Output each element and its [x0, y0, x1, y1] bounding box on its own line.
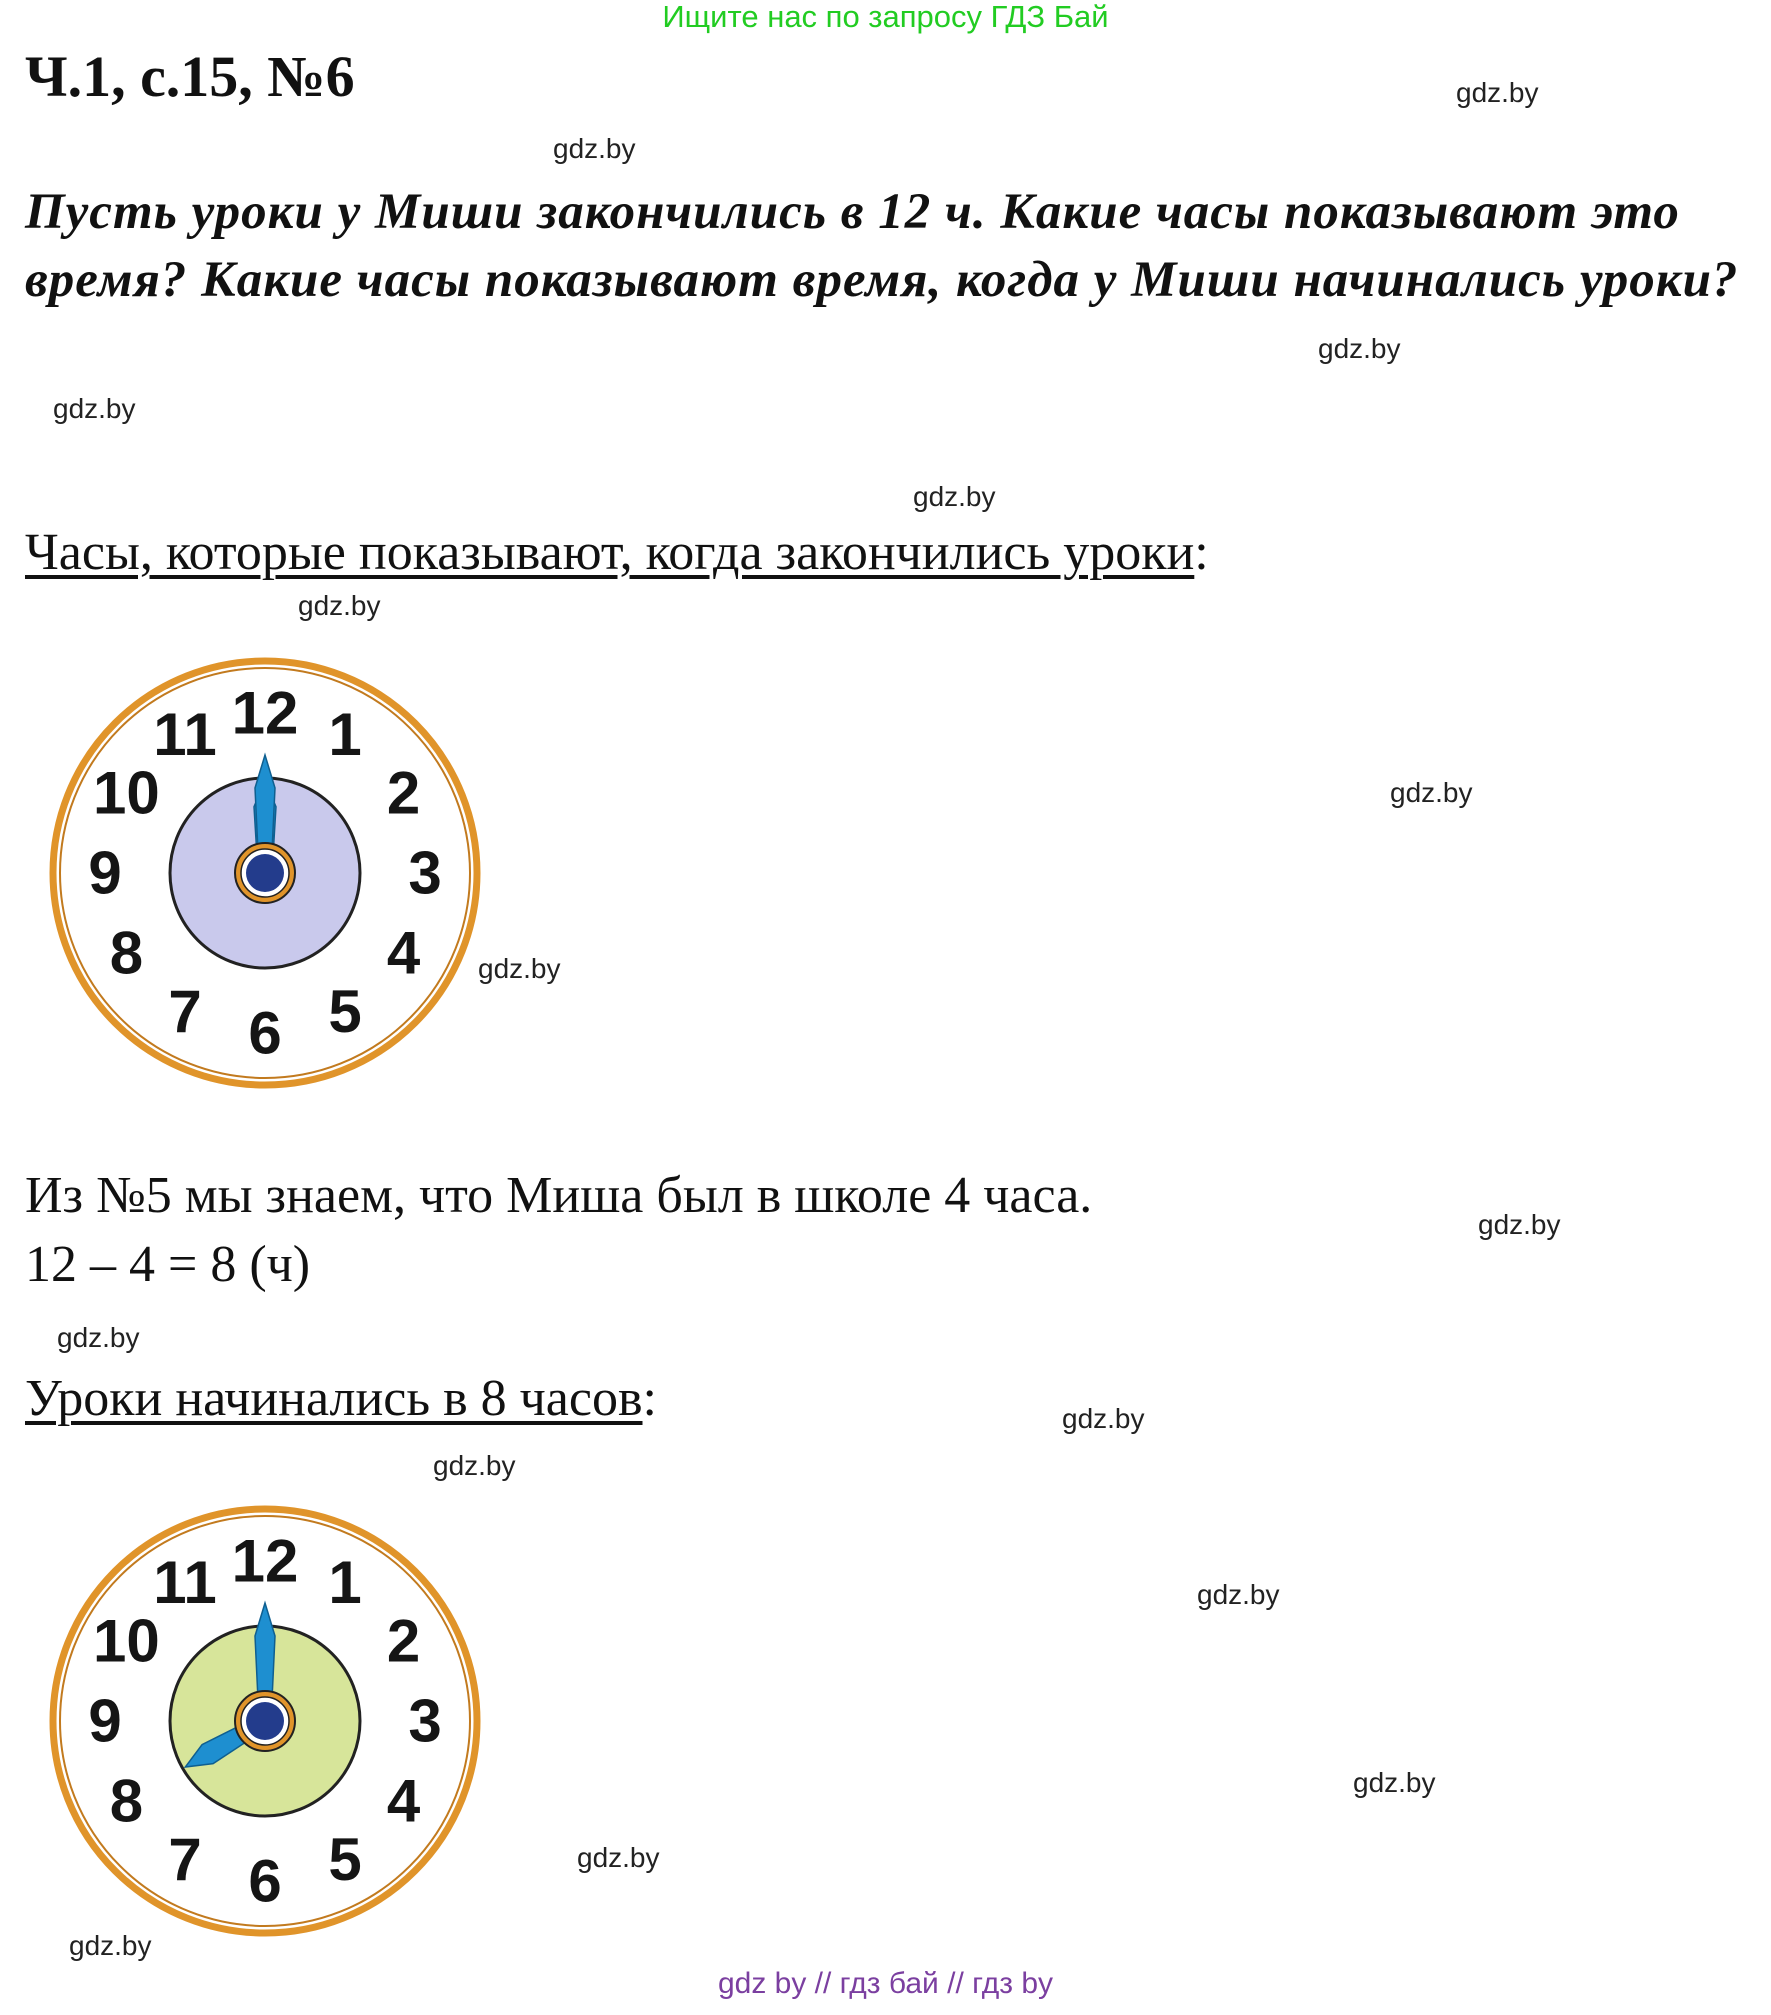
clock-numeral: 11 — [153, 1548, 217, 1616]
watermark: gdz.by — [913, 481, 996, 512]
top-banner: Ищите нас по запросу ГДЗ Бай — [662, 0, 1109, 34]
watermark: gdz.by — [298, 590, 381, 621]
clock-numeral: 9 — [88, 839, 122, 907]
clock-numeral: 10 — [93, 759, 160, 827]
clock-numeral: 2 — [386, 1607, 421, 1675]
watermark: gdz.by — [433, 1450, 516, 1481]
watermark: gdz.by — [1197, 1579, 1280, 1610]
clock-numeral: 12 — [231, 1527, 299, 1595]
task-question: Пусть уроки у Миши закончились в 12 ч. Какие часы показывают это время? Какие часы показывают время, когда у Миши начинались уроки? — [25, 184, 1739, 308]
watermark: gdz.by — [69, 1930, 152, 1961]
watermark: gdz.by — [57, 1322, 140, 1353]
watermark: gdz.by — [478, 953, 561, 984]
section-heading-start-time — [25, 1368, 657, 1430]
clock-numeral: 10 — [93, 1607, 160, 1675]
watermark: gdz.by — [53, 393, 136, 424]
watermark: gdz.by — [1478, 1209, 1561, 1240]
watermark: gdz.by — [1456, 77, 1539, 108]
task-number: Ч.1, с.15, №6 — [25, 44, 355, 109]
watermark: gdz.by — [1390, 777, 1473, 808]
clock-numeral: 1 — [328, 700, 362, 768]
clock-numeral: 8 — [109, 919, 144, 987]
clock-numeral: 8 — [109, 1767, 144, 1835]
watermark: gdz.by — [553, 133, 636, 164]
clock-numeral: 1 — [328, 1548, 362, 1616]
section-heading-end-time — [25, 522, 1209, 584]
clock-numeral: 3 — [408, 839, 442, 907]
clock-numeral: 6 — [248, 999, 282, 1067]
clock-numeral: 3 — [408, 1687, 442, 1755]
heading-text: Уроки начинались в 8 часов — [25, 1370, 643, 1427]
clock-numeral: 12 — [231, 679, 299, 747]
watermark: gdz.by — [1318, 333, 1401, 364]
watermark: gdz.by — [1062, 1403, 1145, 1434]
clock-center-cap — [246, 854, 284, 892]
footer-links: gdz by // гдз бай // гдз by — [717, 1967, 1054, 2000]
clock-numeral: 7 — [168, 1826, 202, 1894]
heading-colon: : — [1194, 524, 1209, 581]
clock-numeral: 4 — [386, 919, 421, 987]
heading-text: Часы, которые показывают, когда закончились уроки — [25, 524, 1195, 581]
clock-numeral: 4 — [386, 1767, 421, 1835]
watermark: gdz.by — [577, 1842, 660, 1873]
clock-start-of-lessons — [40, 1496, 490, 1946]
explanation-line-1: Из №5 мы знаем, что Миша был в школе 4 часа. — [25, 1167, 1093, 1224]
clock-numeral: 6 — [248, 1847, 282, 1915]
heading-colon: : — [642, 1370, 657, 1427]
clock-center-cap — [246, 1702, 284, 1740]
watermark: gdz.by — [1353, 1767, 1436, 1798]
clock-numeral: 5 — [328, 1826, 362, 1894]
clock-numeral: 7 — [168, 978, 202, 1046]
explanation-equation: 12 – 4 = 8 (ч) — [25, 1236, 311, 1293]
clock-numeral: 2 — [386, 759, 421, 827]
clock-numeral: 11 — [153, 700, 217, 768]
clock-numeral: 5 — [328, 978, 362, 1046]
clock-end-of-lessons — [40, 648, 490, 1098]
clock-numeral: 9 — [88, 1687, 122, 1755]
